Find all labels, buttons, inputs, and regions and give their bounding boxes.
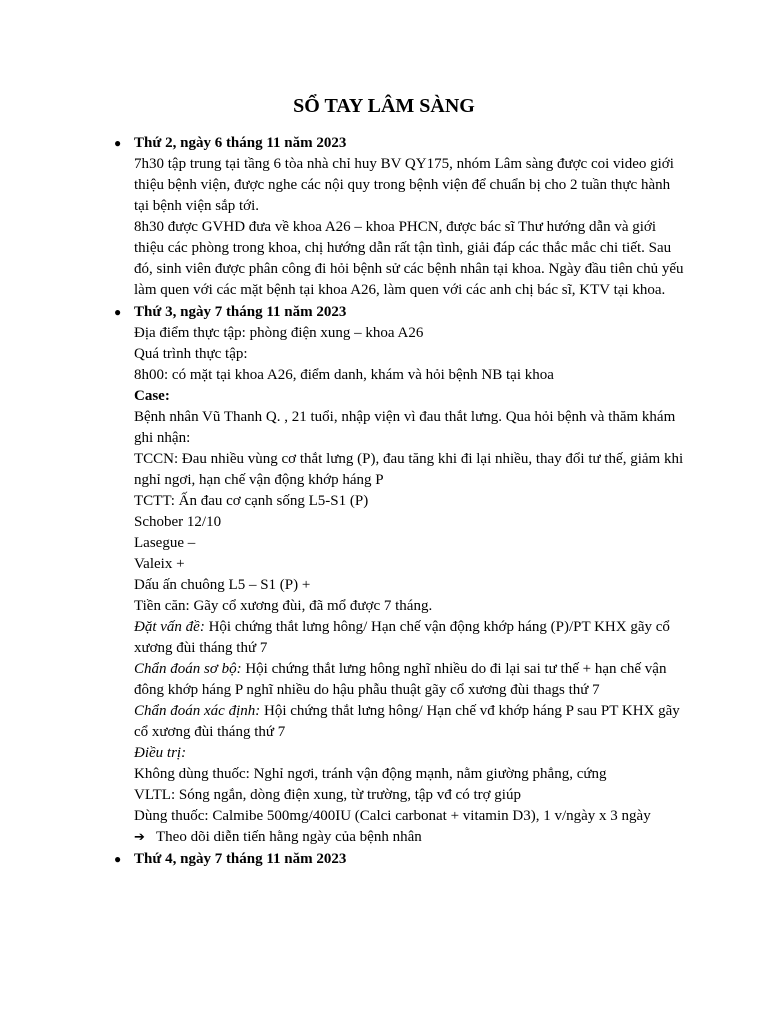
document-title: SỔ TAY LÂM SÀNG	[293, 95, 475, 117]
document-body	[114, 132, 686, 870]
paragraph: 7h30 tập trung tại tầng 6 tòa nhà chỉ huy BV QY175, nhóm Lâm sàng được coi video giới thiệu bệnh viện, được nghe các nội quy trong bệnh viện để chuẩn bị cho 2 tuần thực hành tại bệnh viện sắp tới.	[134, 156, 674, 214]
bullet-dot-icon: ●	[114, 136, 122, 150]
problem-text: Hội chứng thắt lưng hông/ Hạn chế vận động khớp háng (P)/PT KHX gãy cổ xương đùi tháng thứ 7	[134, 619, 670, 656]
day-entry-wednesday	[114, 848, 686, 870]
follow-up-line	[134, 827, 686, 848]
tccn-line: TCCN: Đau nhiều vùng cơ thắt lưng (P), đau tăng khi đi lại nhiều, thay đổi tư thế, giảm khi nghỉ ngơi, hạn chế vận động khớp háng P	[134, 451, 684, 488]
case-label: Case:	[134, 388, 170, 404]
day-heading: Thứ 2, ngày 6 tháng 11 năm 2023	[134, 135, 347, 151]
bullet-dot-icon: ●	[114, 305, 122, 319]
definitive-diagnosis-text: Hội chứng thắt lưng hông/ Hạn chế vđ khớp háng P sau PT KHX gãy cổ xương đùi tháng thứ 7	[134, 703, 680, 740]
time-line: 8h00: có mặt tại khoa A26, điểm danh, khám và hỏi bệnh NB tại khoa	[134, 367, 554, 383]
process-label: Quá trình thực tập:	[134, 346, 248, 362]
bullet-dot-icon: ●	[114, 852, 122, 866]
lasegue-line: Lasegue –	[134, 535, 196, 551]
bell-sign-line: Dấu ấn chuông L5 – S1 (P) +	[134, 577, 311, 593]
history-line: Tiền căn: Gãy cổ xương đùi, đã mổ được 7 tháng.	[134, 598, 433, 614]
treatment-label: Điều trị:	[134, 745, 187, 761]
schober-line: Schober 12/10	[134, 514, 222, 530]
day-entry-tuesday	[114, 301, 686, 848]
right-arrow-icon: ➔	[134, 830, 145, 845]
problem-statement	[134, 617, 686, 659]
paragraph: 8h30 được GVHD đưa về khoa A26 – khoa PHCN, được bác sĩ Thư hướng dẫn và giới thiệu các phòng trong khoa, chị hướng dẫn rất tận tình, giải đáp các thắc mắc chi tiết. Sau đó, sinh viên được phân công đi hỏi bệnh sử các bệnh nhân tại khoa. Ngày đầu tiên chủ yếu làm quen với các mặt bệnh tại khoa A26, làm quen với các anh chị bác sĩ, KTV tại khoa.	[134, 219, 684, 298]
definitive-diagnosis	[134, 701, 686, 743]
follow-up-text: Theo dõi diễn tiến hằng ngày của bệnh nhân	[156, 829, 422, 845]
day-heading: Thứ 3, ngày 7 tháng 11 năm 2023	[134, 304, 347, 320]
day-heading: Thứ 4, ngày 7 tháng 11 năm 2023	[134, 851, 347, 867]
physiotherapy-line: VLTL: Sóng ngắn, dòng điện xung, từ trường, tập vđ có trợ giúp	[134, 787, 521, 803]
day-entry-monday	[114, 132, 686, 301]
patient-line: Bệnh nhân Vũ Thanh Q. , 21 tuổi, nhập viện vì đau thắt lưng. Qua hỏi bệnh và thăm khám ghi nhận:	[134, 409, 676, 446]
location-line: Địa điểm thực tập: phòng điện xung – khoa A26	[134, 325, 424, 341]
definitive-diagnosis-label: Chẩn đoán xác định:	[134, 703, 261, 719]
valeix-line: Valeix +	[134, 556, 185, 572]
preliminary-diagnosis-text: Hội chứng thắt lưng hông nghĩ nhiều do đi lại sai tư thế + hạn chế vận đông khớp háng P nghĩ nhiều do hậu phẫu thuật gãy cổ xương đùi thags thứ 7	[134, 661, 667, 698]
problem-label: Đặt vấn đề:	[134, 619, 205, 635]
preliminary-diagnosis-label: Chẩn đoán sơ bộ:	[134, 661, 242, 677]
drug-treatment: Dùng thuốc: Calmibe 500mg/400IU (Calci carbonat + vitamin D3), 1 v/ngày x 3 ngày	[134, 808, 651, 824]
non-drug-treatment: Không dùng thuốc: Nghỉ ngơi, tránh vận động mạnh, nằm giường phẳng, cứng	[134, 766, 607, 782]
tctt-line: TCTT: Ấn đau cơ cạnh sống L5-S1 (P)	[134, 493, 369, 509]
preliminary-diagnosis	[134, 659, 686, 701]
